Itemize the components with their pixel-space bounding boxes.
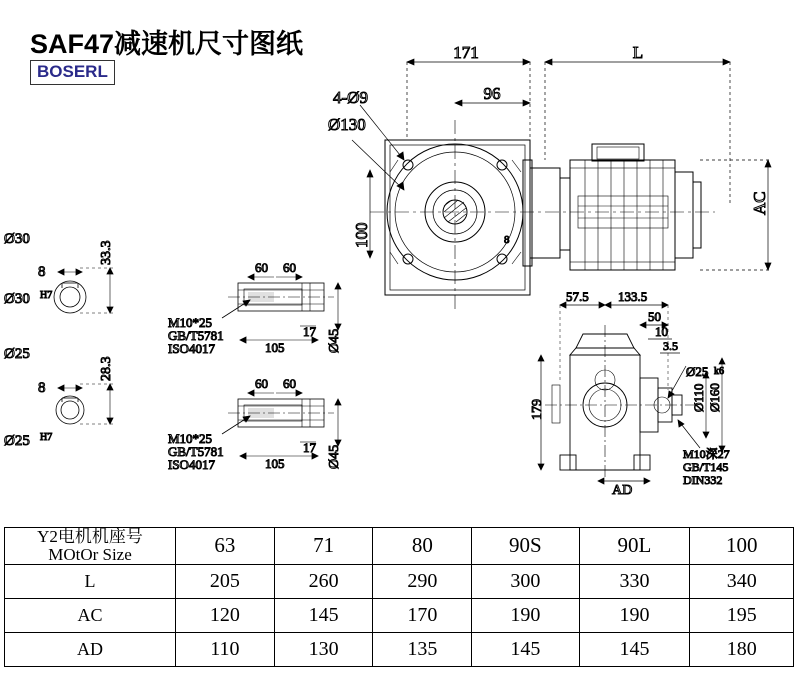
cell-size-6: 100 bbox=[690, 528, 794, 565]
svg-text:60: 60 bbox=[283, 260, 296, 275]
svg-text:33.3: 33.3 bbox=[99, 240, 114, 265]
table-row bbox=[5, 632, 794, 666]
cell-size-4: 90S bbox=[472, 528, 579, 565]
cell-AD-4: 145 bbox=[472, 632, 579, 666]
svg-text:AC: AC bbox=[750, 191, 769, 215]
svg-text:28.3: 28.3 bbox=[99, 356, 114, 381]
cell-AD-3: 135 bbox=[373, 632, 472, 666]
cell-AC-4: 190 bbox=[472, 598, 579, 632]
svg-text:DIN332: DIN332 bbox=[683, 473, 723, 487]
svg-text:50: 50 bbox=[648, 309, 661, 324]
cell-L-1: 205 bbox=[176, 564, 275, 598]
svg-text:M10*25: M10*25 bbox=[168, 315, 213, 330]
cell-size-2: 71 bbox=[274, 528, 373, 565]
svg-text:Ø25: Ø25 bbox=[686, 364, 709, 379]
row-label-motor-size: Y2电机机座号 MOtOr Size bbox=[5, 528, 176, 565]
cell-L-6: 340 bbox=[690, 564, 794, 598]
svg-text:Ø25: Ø25 bbox=[4, 346, 30, 362]
svg-text:133.5: 133.5 bbox=[618, 289, 648, 304]
cell-size-3: 80 bbox=[373, 528, 472, 565]
svg-text:96: 96 bbox=[483, 84, 501, 103]
cell-AD-2: 130 bbox=[274, 632, 373, 666]
svg-text:60: 60 bbox=[283, 376, 296, 391]
svg-text:100: 100 bbox=[352, 222, 371, 248]
svg-text:60: 60 bbox=[255, 376, 268, 391]
svg-text:Ø110: Ø110 bbox=[691, 383, 706, 412]
svg-text:8: 8 bbox=[38, 264, 46, 280]
table-row bbox=[5, 564, 794, 598]
svg-text:M10深27: M10深27 bbox=[683, 447, 730, 461]
cell-L-5: 330 bbox=[579, 564, 690, 598]
svg-text:4-Ø9: 4-Ø9 bbox=[333, 88, 368, 107]
cell-AC-5: 190 bbox=[579, 598, 690, 632]
svg-text:8: 8 bbox=[504, 234, 510, 246]
cell-L-2: 260 bbox=[274, 564, 373, 598]
row-label-AC: AC bbox=[5, 598, 176, 632]
svg-text:GB/T145: GB/T145 bbox=[683, 460, 729, 474]
svg-text:L: L bbox=[632, 43, 644, 62]
dimension-table bbox=[4, 527, 794, 667]
svg-text:GB/T5781: GB/T5781 bbox=[168, 328, 224, 343]
svg-text:17: 17 bbox=[303, 324, 316, 339]
table-row bbox=[5, 528, 794, 565]
cell-AD-6: 180 bbox=[690, 632, 794, 666]
svg-text:H7: H7 bbox=[40, 432, 53, 443]
cell-AC-1: 120 bbox=[176, 598, 275, 632]
svg-text:57.5: 57.5 bbox=[566, 289, 589, 304]
cell-AC-2: 145 bbox=[274, 598, 373, 632]
table-row bbox=[5, 598, 794, 632]
svg-text:Ø25: Ø25 bbox=[4, 433, 30, 449]
svg-text:105: 105 bbox=[265, 456, 285, 471]
cell-size-5: 90L bbox=[579, 528, 690, 565]
svg-text:179: 179 bbox=[530, 399, 545, 420]
row-label-AD: AD bbox=[5, 632, 176, 666]
svg-text:Ø160: Ø160 bbox=[707, 383, 722, 412]
cell-AC-6: 195 bbox=[690, 598, 794, 632]
cell-size-1: 63 bbox=[176, 528, 275, 565]
svg-text:60: 60 bbox=[255, 260, 268, 275]
svg-text:3.5: 3.5 bbox=[663, 339, 678, 353]
svg-text:ISO4017: ISO4017 bbox=[168, 457, 215, 472]
cell-AC-3: 170 bbox=[373, 598, 472, 632]
svg-text:Ø30: Ø30 bbox=[4, 231, 30, 247]
svg-text:GB/T5781: GB/T5781 bbox=[168, 444, 224, 459]
cell-L-4: 300 bbox=[472, 564, 579, 598]
svg-text:17: 17 bbox=[303, 440, 316, 455]
svg-text:10: 10 bbox=[655, 324, 668, 339]
brand-logo: BOSERL bbox=[30, 60, 115, 85]
row-label-L: L bbox=[5, 564, 176, 598]
cell-L-3: 290 bbox=[373, 564, 472, 598]
svg-text:Ø45: Ø45 bbox=[327, 328, 342, 353]
svg-text:8: 8 bbox=[38, 380, 46, 396]
svg-text:105: 105 bbox=[265, 340, 285, 355]
svg-text:k6: k6 bbox=[714, 366, 724, 377]
cell-AD-1: 110 bbox=[176, 632, 275, 666]
svg-text:Ø130: Ø130 bbox=[328, 115, 366, 134]
svg-text:H7: H7 bbox=[40, 290, 53, 301]
svg-text:171: 171 bbox=[453, 43, 479, 62]
svg-text:AD: AD bbox=[612, 483, 633, 498]
svg-text:M10*25: M10*25 bbox=[168, 431, 213, 446]
svg-text:Ø45: Ø45 bbox=[327, 444, 342, 469]
svg-text:Ø30: Ø30 bbox=[4, 291, 30, 307]
svg-text:ISO4017: ISO4017 bbox=[168, 341, 215, 356]
cell-AD-5: 145 bbox=[579, 632, 690, 666]
page-title: SAF47减速机尺寸图纸 bbox=[30, 29, 304, 59]
